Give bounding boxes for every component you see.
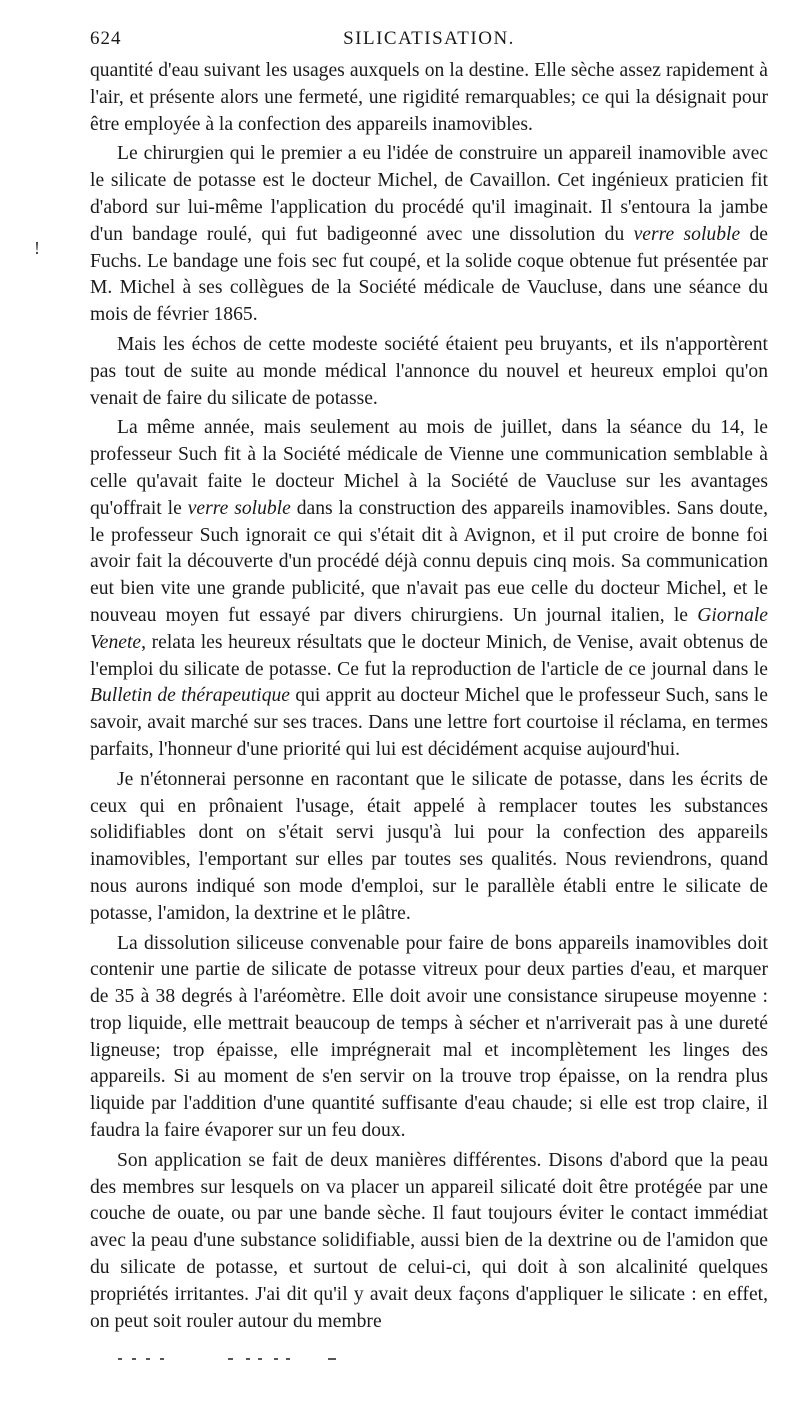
paragraph bbox=[90, 58, 768, 138]
text-run: qui apprit au docteur Michel que le professeur Such, sans le savoir, avait marché sur ses traces. Dans une lettre fort courtoise il réclama, en termes parfaits, l'honneur d'une priorité qui lui est décidément acquise aujourd'hui. bbox=[90, 685, 768, 760]
text-run: dans la construction des appareils inamovibles. Sans doute, le professeur Such ignorait ce qui s'était dit à Avignon, et il put croire de bonne foi avoir fait la découverte d'un procédé déjà connu depuis cinq mois. Sa communication eut bien vite une grande publicité, que n'avait pas eue celle du docteur Michel, et le nouveau moyen fut essayé par divers chirurgiens. Un journal italien, le bbox=[90, 497, 768, 626]
text-run: quantité d'eau suivant les usages auxquels on la destine. Elle sèche assez rapidement à l'air, et présente alors une fermeté, une rigidité remarquables; ce qui la désignait pour être employée à la confection des appareils inamovibles. bbox=[90, 60, 768, 135]
book-page bbox=[90, 22, 768, 1338]
text-run: La même année, mais seulement au mois de juillet, dans la séance du 14, le professeur Such fit à la Société médicale de Vienne une communication semblable à celle qu'avait faite le docteur Michel à la Société de Vaucluse sur les avantages qu'offrait le bbox=[90, 417, 768, 519]
italic-title: Giornale Venete bbox=[90, 604, 768, 653]
italic-title: verre soluble bbox=[187, 497, 291, 519]
text-run: Le chirurgien qui le premier a eu l'idée de construire un appareil inamovible avec le silicate de potasse est le docteur Michel, de Cavaillon. Cet ingénieux praticien fit d'abord sur lui-même l'application du procédé qu'il imaginait. Il s'entoura la jambe d'un bandage roulé, qui fut badigeonné avec une dissolution du bbox=[90, 143, 768, 245]
text-run: , relata les heureux résultats que le docteur Minich, de Venise, avait obtenus de l'emploi du silicate de potasse. Ce fut la reproduction de l'article de ce journal dans le bbox=[90, 631, 768, 680]
paragraph bbox=[90, 1148, 768, 1336]
text-run: Son application se fait de deux manières différentes. Disons d'abord que la peau des membres sur lesquels on va placer un appareil silicaté doit être protégée par une couche de ouate, ou par une bande sèche. Il faut toujours éviter le contact immédiat avec la peau d'une substance solidifiable, aussi bien de la dextrine ou de l'amidon que du silicate de potasse, et surtout de celui-ci, qui doit à son alcalinité quelques propriétés irritantes. J'ai dit qu'il y avait deux façons d'appliquer le silicate : en effet, on peut soit rouler autour du membre bbox=[90, 1149, 768, 1332]
bottom-printer-marks bbox=[118, 1358, 338, 1362]
paragraph bbox=[90, 141, 768, 329]
italic-title: Bulletin de thérapeutique bbox=[90, 685, 290, 707]
paragraph bbox=[90, 415, 768, 763]
text-run: La dissolution siliceuse convenable pour faire de bons appareils inamovibles doit contenir une partie de silicate de potasse vitreux pour deux parties d'eau, et marquer de 35 à 38 degrés à l'aréomètre. Elle doit avoir une consistance sirupeuse moyenne : trop liquide, elle mettrait beaucoup de temps à sécher et n'arriverait pas à une dureté ligneuse; trop épaisse, elle imprégnerait mal et incomplètement les linges des appareils. Si au moment de s'en servir on la trouve trop épaisse, on la rendra plus liquide par l'addition d'une quantité suffisante d'eau chaude; si elle est trop claire, il faudra la faire évaporer sur un feu doux. bbox=[90, 932, 768, 1142]
body-text bbox=[90, 58, 768, 1335]
text-run: de Fuchs. Le bandage une fois sec fut coupé, et la solide coque obtenue fut présentée par M. Michel à ses collègues de la Société médicale de Vaucluse, dans une séance du mois de février 1865. bbox=[90, 223, 768, 326]
paragraph bbox=[90, 332, 768, 412]
paragraph bbox=[90, 767, 768, 928]
page-header bbox=[90, 22, 768, 58]
text-run: Je n'étonnerai personne en racontant que le silicate de potasse, dans les écrits de ceux qui en prônaient l'usage, était appelé à remplacer toutes les substances solidifiables dont on s'était servi jusqu'à lui pour la confection des appareils inamovibles, l'emportant sur elles par toutes ses qualités. Nous reviendrons, quand nous aurons indiqué son mode d'emploi, sur le parallèle établi entre le silicate de potasse, l'amidon, la dextrine et le plâtre. bbox=[90, 768, 768, 924]
paragraph bbox=[90, 931, 768, 1145]
margin-mark: ! bbox=[34, 238, 40, 258]
text-run: Mais les échos de cette modeste société étaient peu bruyants, et ils n'apportèrent pas tout de suite au monde médical l'annonce du nouvel et heureux emploi qu'on venait de faire du silicate de potasse. bbox=[90, 333, 768, 409]
italic-title: verre soluble bbox=[633, 223, 741, 245]
page-number: 624 bbox=[90, 28, 122, 49]
running-head: SILICATISATION. bbox=[343, 28, 515, 49]
